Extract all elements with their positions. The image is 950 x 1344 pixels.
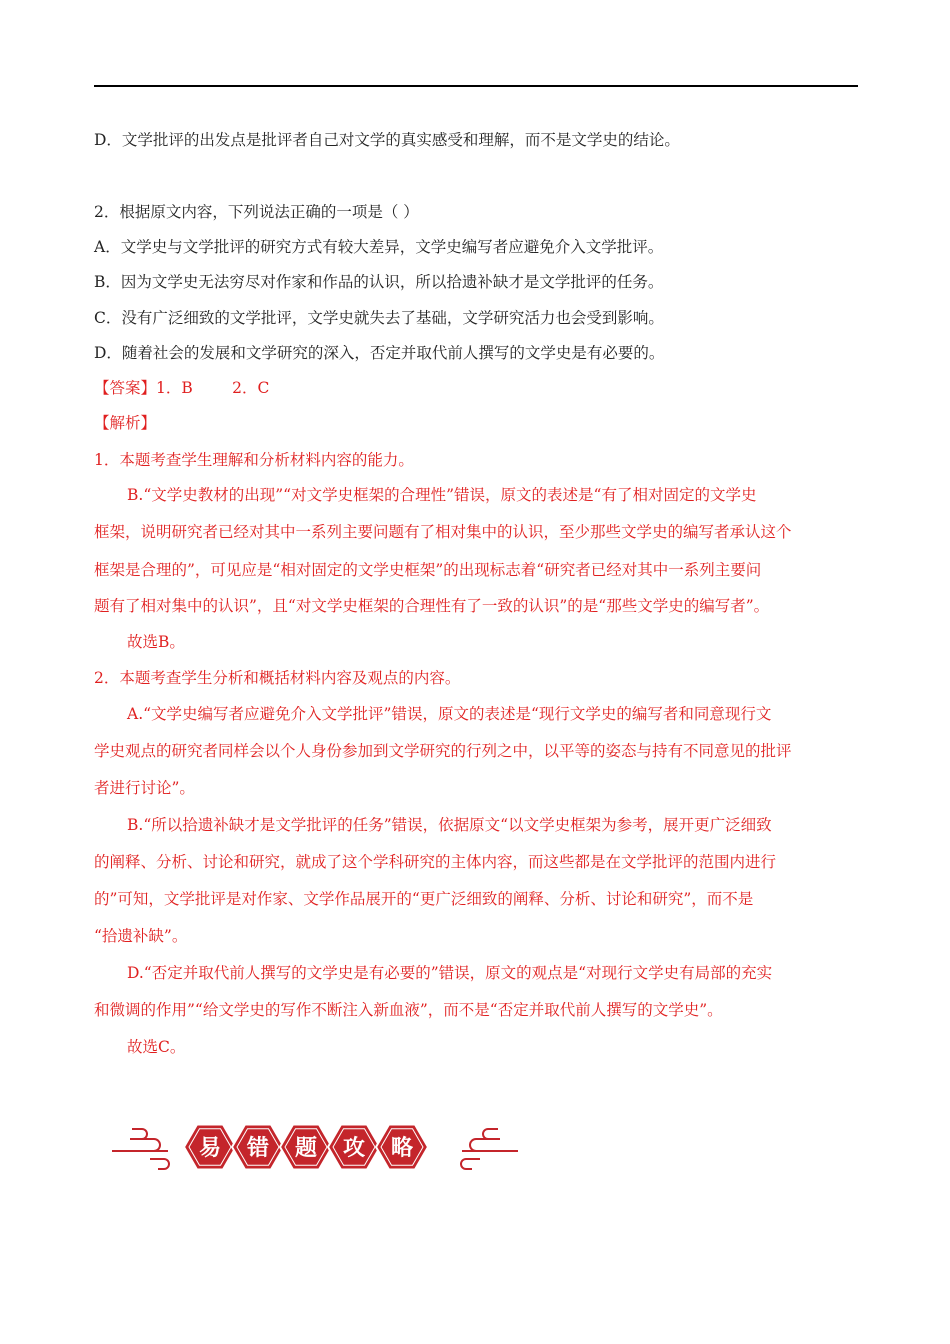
banner-char: 略 [390,1136,414,1161]
analysis-q1-b-line: 题有了相对集中的认识”，且“对文学史框架的合理性有了一致的认识”的是“那些文学史的编写者”。 [94,597,770,615]
q2-option-a: A．文学史与文学批评的研究方式有较大差异，文学史编写者应避免介入文学批评。 [94,238,664,256]
analysis-q2-a-line: 者进行讨论”。 [94,779,195,797]
section-banner [110,1115,520,1175]
analysis-q2-intro: 2．本题考查学生分析和概括材料内容及观点的内容。 [94,669,461,687]
banner-char: 攻 [342,1136,366,1161]
analysis-q2-d-line: 和微调的作用”“给文学史的写作不断注入新血液”，而不是“否定并取代前人撰写的文学史”。 [94,1001,723,1019]
banner-char: 题 [294,1136,318,1161]
answer-label: 【答案】 [94,379,157,397]
banner-char: 错 [246,1136,270,1161]
q2-option-b: B．因为文学史无法穷尽对作家和作品的认识，所以拾遗补缺才是文学批评的任务。 [94,273,664,291]
analysis-q1-b-line: B.“文学史教材的出现”“对文学史框架的合理性”错误，原文的表述是“有了相对固定的文学史 [127,486,757,504]
analysis-q2-d-line: D.“否定并取代前人撰写的文学史是有必要的”错误，原文的观点是“对现行文学史有局部的充实 [127,964,773,982]
q2-option-d: D．随着社会的发展和文学研究的深入，否定并取代前人撰写的文学史是有必要的。 [94,344,665,362]
q2-stem: 2．根据原文内容，下列说法正确的一项是（ ） [94,203,419,221]
analysis-q1-b-line: 框架是合理的”，可见应是“相对固定的文学史框架”的出现标志着“研究者已经对其中一系列主要问 [94,561,762,579]
header-rule [94,85,858,87]
analysis-label: 【解析】 [94,414,157,432]
analysis-q2-a-line: A.“文学史编写者应避免介入文学批评”错误，原文的表述是“现行文学史的编写者和同意现行文 [127,705,772,723]
right-cloud-ornament [461,1129,518,1169]
analysis-q1-intro: 1．本题考查学生理解和分析材料内容的能力。 [94,451,414,469]
left-cloud-ornament [112,1129,169,1169]
answer-text: 1．B 2．C [156,379,270,397]
q1-option-d: D．文学批评的出发点是批评者自己对文学的真实感受和理解，而不是文学史的结论。 [94,131,680,149]
q2-option-c: C．没有广泛细致的文学批评，文学史就失去了基础，文学研究活力也会受到影响。 [94,309,664,327]
analysis-q2-b-line: B.“所以拾遗补缺才是文学批评的任务”错误，依据原文“以文学史框架为参考，展开更广泛细致 [127,816,772,834]
analysis-q2-choose: 故选C。 [127,1038,186,1056]
answer-line [94,378,269,398]
analysis-q2-b-line: 的”可知，文学批评是对作家、文学作品展开的“更广泛细致的阐释、分析、讨论和研究”，而不是 [94,890,754,908]
analysis-q2-b-line: “拾遗补缺”。 [94,927,188,945]
analysis-q1-choose: 故选B。 [127,633,185,651]
analysis-q2-b-line: 的阐释、分析、讨论和研究，就成了这个学科研究的主体内容，而这些都是在文学批评的范围内进行 [94,853,777,871]
analysis-q2-a-line: 学史观点的研究者同样会以个人身份参加到文学研究的行列之中，以平等的姿态与持有不同意见的批评 [94,742,792,760]
banner-char: 易 [198,1136,222,1161]
analysis-q1-b-line: 框架，说明研究者已经对其中一系列主要问题有了相对集中的认识，至少那些文学史的编写者承认这个 [94,523,792,541]
